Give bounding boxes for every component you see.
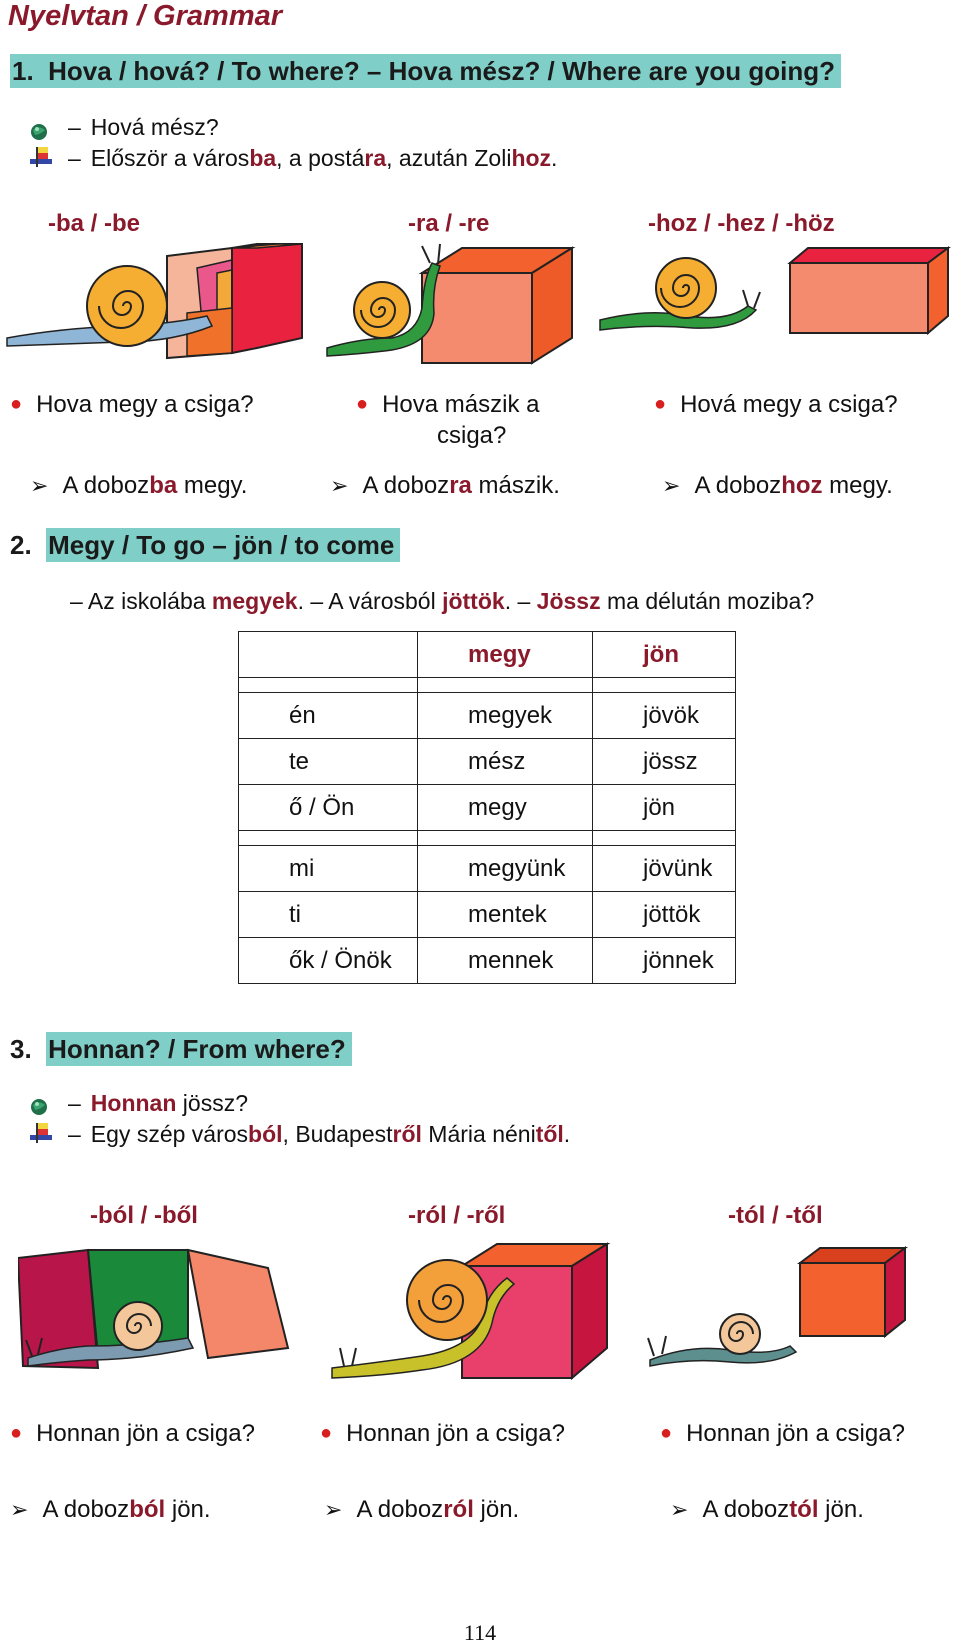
question-2-cont: csiga? <box>437 422 507 449</box>
page-title: Nyelvtan / Grammar <box>8 0 283 32</box>
dialogue-3-line-1: – Honnan jössz? <box>68 1090 248 1116</box>
table-header-row: megy jön <box>239 632 736 678</box>
snail-into-box-illustration <box>2 238 304 368</box>
dialogue-line-1: – Hová mész? <box>68 114 219 140</box>
suffix-label-bol-bol: -ból / -ből <box>90 1202 198 1229</box>
snail-from-box-illustration <box>640 1238 950 1373</box>
snail-off-box-illustration <box>322 1238 612 1383</box>
question-5: ● Honnan jön a csiga? <box>320 1420 565 1447</box>
answer-1: ➢ A dobozba megy. <box>30 472 248 499</box>
section-number: 1. <box>12 56 34 86</box>
section-1-heading <box>10 56 841 87</box>
question-2: ● Hova mászik a <box>356 391 540 418</box>
dialogue-3-line-2: – Egy szép városból, Budapestről Mária nénitől. <box>68 1121 571 1147</box>
dialogue-line-2: – Először a városba, a postára, azután Zolihoz. <box>68 145 558 171</box>
snail-out-of-box-illustration <box>18 1238 290 1373</box>
section-2-heading: 2. Megy / To go – jön / to come <box>10 530 400 561</box>
table-row: te mész jössz <box>239 739 736 785</box>
question-4: ● Honnan jön a csiga? <box>10 1420 255 1447</box>
section-3-heading: 3. Honnan? / From where? <box>10 1034 352 1065</box>
conjugation-table <box>238 631 736 984</box>
question-3: ● Hová megy a csiga? <box>654 391 898 418</box>
suffix-label-ra-re: -ra / -re <box>408 210 490 237</box>
flag-icon <box>28 1121 54 1145</box>
suffix-label-hoz-hez-hoz: -hoz / -hez / -höz <box>648 210 835 237</box>
suffix-label-tol-tol: -tól / -től <box>728 1202 823 1229</box>
answer-6: ➢ A doboztól jön. <box>670 1496 864 1523</box>
table-row: én megyek jövök <box>239 693 736 739</box>
suffix-label-ba-be: -ba / -be <box>48 210 141 237</box>
answer-5: ➢ A dobozról jön. <box>324 1496 520 1523</box>
flag-icon <box>28 145 54 169</box>
snail-onto-box-illustration <box>322 238 582 368</box>
table-row: ő / Ön megy jön <box>239 785 736 831</box>
question-1: ● Hova megy a csiga? <box>10 391 254 418</box>
table-row: mi megyünk jövünk <box>239 846 736 892</box>
snail-to-box-illustration <box>598 238 958 368</box>
globe-icon <box>28 1096 50 1118</box>
suffix-label-rol-rol: -ról / -ről <box>408 1202 506 1229</box>
table-row: ti mentek jöttök <box>239 892 736 938</box>
answer-2: ➢ A dobozra mászik. <box>330 472 560 499</box>
page-number: 114 <box>463 1620 497 1645</box>
answer-4: ➢ A dobozból jön. <box>10 1496 211 1523</box>
globe-icon <box>28 121 50 143</box>
section-title: Hova / hová? / To where? – Hova mész? / Where are you going? <box>48 56 836 86</box>
answer-3: ➢ A dobozhoz megy. <box>662 472 893 499</box>
section-2-example: – Az iskolába megyek. – A városból jöttök. – Jössz ma délután moziba? <box>70 588 815 614</box>
table-row: ők / Önök mennek jönnek <box>239 938 736 984</box>
question-6: ● Honnan jön a csiga? <box>660 1420 905 1447</box>
